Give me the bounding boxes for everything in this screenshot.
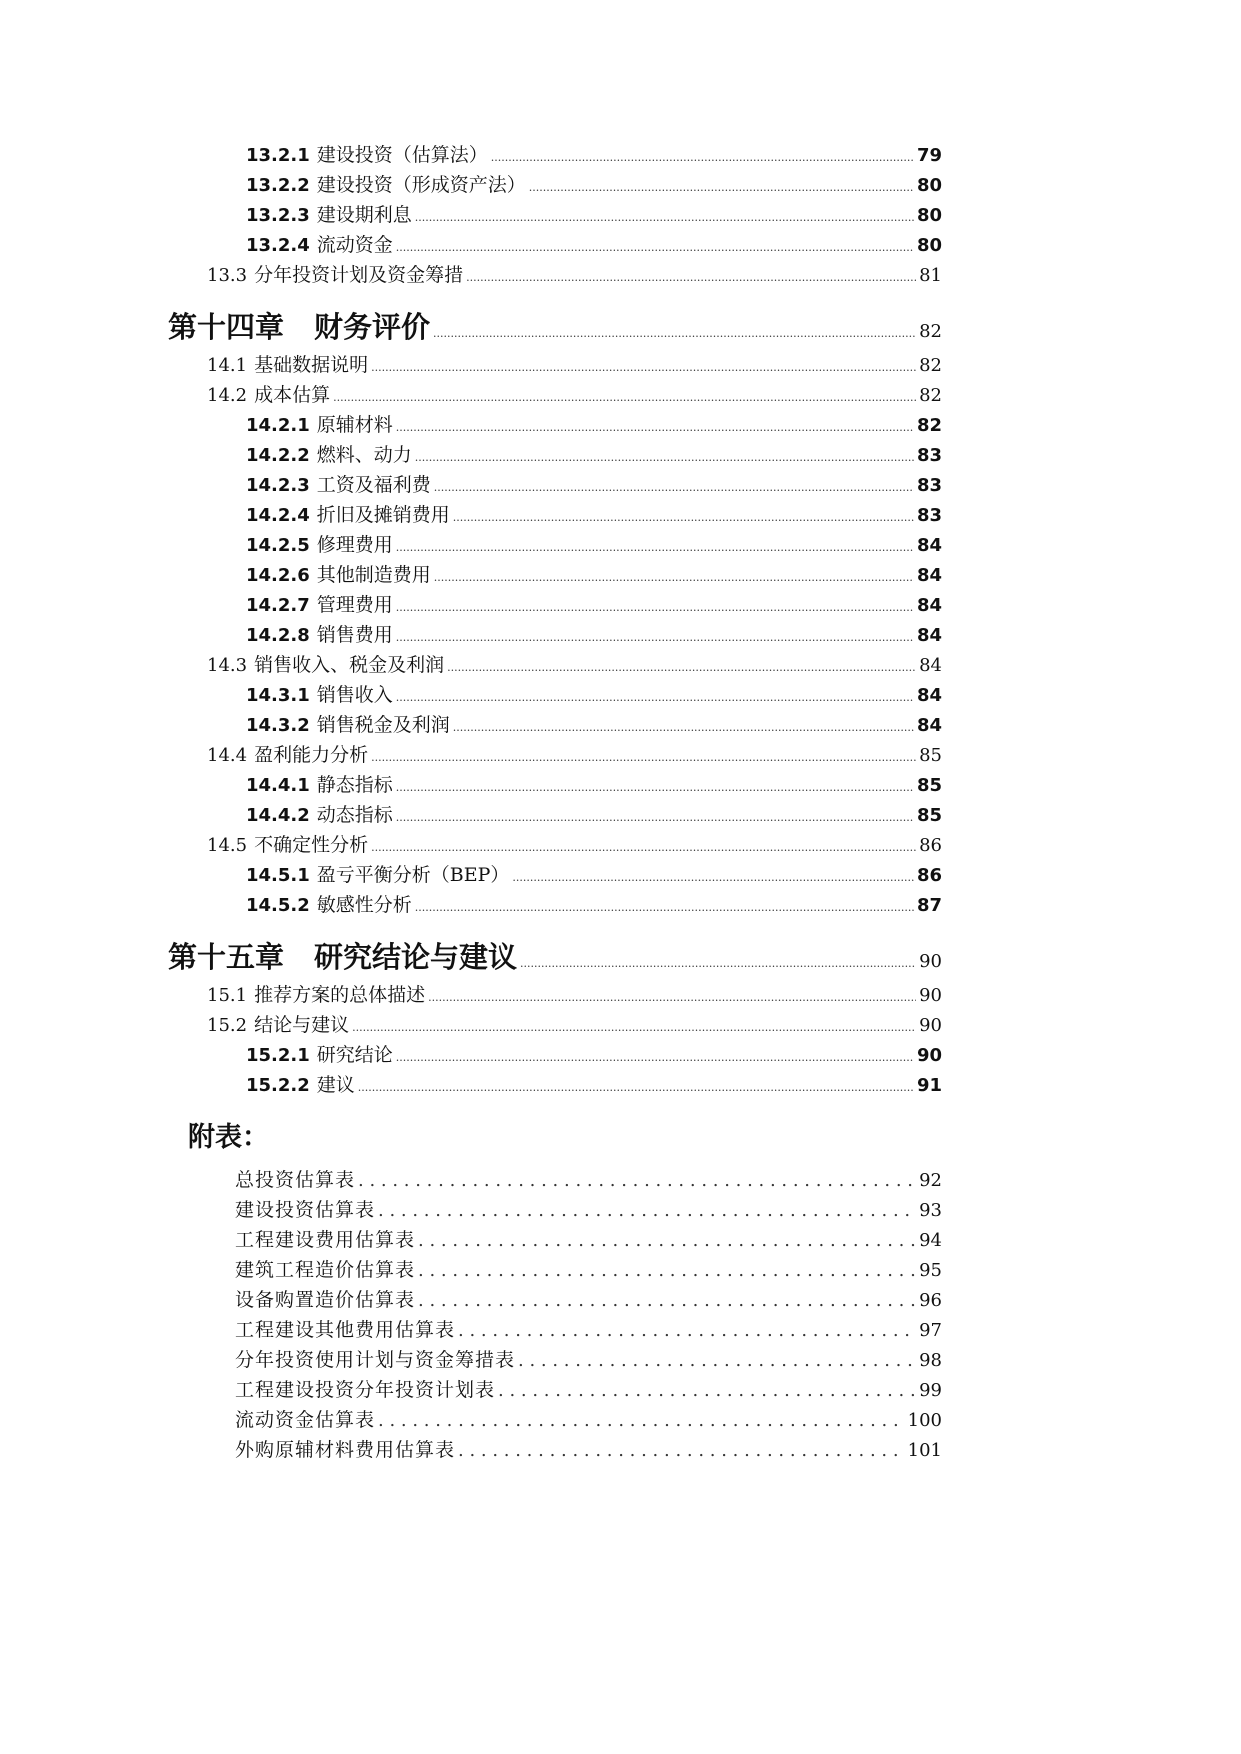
appendix-title: 设备购置造价估算表 (235, 1289, 416, 1311)
page-number: 87 (916, 895, 942, 916)
dot-leader (491, 146, 914, 165)
entry-title: 原辅材料 (316, 414, 393, 436)
dot-leader (333, 386, 916, 405)
dot-leader (434, 566, 914, 585)
page-number: 84 (916, 715, 942, 736)
dot-leader (415, 206, 914, 225)
toc-subsection[interactable] (246, 560, 942, 587)
entry-title: 不确定性分析 (254, 834, 369, 856)
dot-leader (396, 536, 914, 555)
entry-title: 研究结论与建议 (314, 940, 518, 974)
dot-leader (371, 356, 916, 375)
dot-leader (512, 866, 914, 885)
dot-leader (371, 836, 916, 855)
dot-leader (396, 1046, 914, 1065)
entry-number: 14.3.2 (246, 715, 310, 736)
page-number: 83 (916, 475, 942, 496)
dot-leader (458, 1440, 905, 1461)
appendix-title: 总投资估算表 (235, 1169, 356, 1191)
dot-leader (453, 506, 914, 525)
entry-number: 14.4.1 (246, 775, 310, 796)
entry-number: 14.4.2 (246, 805, 310, 826)
appendix-item[interactable] (235, 1195, 942, 1222)
page-number: 84 (916, 565, 942, 586)
appendix-title: 工程建设其他费用估算表 (235, 1319, 456, 1341)
page-number: 98 (919, 1350, 942, 1371)
dot-leader (453, 716, 914, 735)
entry-number: 13.2.4 (246, 235, 310, 256)
dot-leader (396, 686, 914, 705)
toc-section[interactable] (207, 1010, 942, 1037)
toc-section[interactable] (207, 380, 942, 407)
toc-subsection[interactable] (246, 800, 942, 827)
dot-leader (418, 1230, 916, 1251)
appendix-title: 建设投资估算表 (235, 1199, 376, 1221)
entry-title: 敏感性分析 (316, 894, 412, 916)
page-number: 90 (919, 951, 942, 972)
entry-number: 13.3 (207, 265, 248, 286)
toc-section[interactable] (207, 740, 942, 767)
entry-title: 销售费用 (316, 624, 393, 646)
page-number: 79 (916, 145, 942, 166)
appendix-item[interactable] (235, 1315, 942, 1342)
page-number: 91 (916, 1075, 942, 1096)
page-number: 83 (916, 445, 942, 466)
entry-title: 财务评价 (314, 310, 431, 344)
page-number: 80 (916, 235, 942, 256)
entry-number: 第十四章 (168, 310, 285, 344)
entry-number: 13.2.1 (246, 145, 310, 166)
dot-leader (378, 1410, 905, 1431)
page-number: 84 (919, 655, 942, 676)
appendix-item[interactable] (235, 1285, 942, 1312)
entry-number: 13.2.2 (246, 175, 310, 196)
dot-leader (418, 1260, 916, 1281)
page-number: 86 (919, 835, 942, 856)
dot-leader (396, 776, 914, 795)
page-number: 90 (916, 1045, 942, 1066)
entry-title: 工资及福利费 (316, 474, 431, 496)
page-number: 90 (919, 985, 942, 1006)
entry-title: 销售收入、税金及利润 (254, 654, 445, 676)
entry-title: 盈利能力分析 (254, 744, 369, 766)
dot-leader (434, 476, 914, 495)
dot-leader (418, 1290, 916, 1311)
page-number: 80 (916, 175, 942, 196)
page-number: 95 (919, 1260, 942, 1281)
entry-title: 燃料、动力 (316, 444, 412, 466)
entry-title: 管理费用 (316, 594, 393, 616)
entry-number: 14.2.5 (246, 535, 310, 556)
page-number: 101 (907, 1440, 942, 1461)
toc-subsection[interactable] (246, 530, 942, 557)
toc-section[interactable] (207, 650, 942, 677)
toc-subsection[interactable] (246, 680, 942, 707)
dot-leader (458, 1320, 916, 1341)
toc-subsection[interactable] (246, 590, 942, 617)
page-number: 80 (916, 205, 942, 226)
entry-title: 基础数据说明 (254, 354, 369, 376)
page-number: 84 (916, 625, 942, 646)
entry-number: 14.2.8 (246, 625, 310, 646)
entry-number: 14.5.2 (246, 895, 310, 916)
page-number: 100 (907, 1410, 942, 1431)
entry-number: 15.2.1 (246, 1045, 310, 1066)
toc-subsection[interactable] (246, 140, 942, 167)
entry-number: 15.2 (207, 1015, 248, 1036)
dot-leader (498, 1380, 916, 1401)
dot-leader (396, 626, 914, 645)
entry-title: 修理费用 (316, 534, 393, 556)
appendix-item[interactable] (235, 1435, 942, 1462)
page-number: 97 (919, 1320, 942, 1341)
dot-leader (428, 986, 916, 1005)
page-number: 82 (916, 415, 942, 436)
appendix-title: 外购原辅材料费用估算表 (235, 1439, 456, 1461)
entry-number: 15.1 (207, 985, 248, 1006)
appendix-item[interactable] (235, 1255, 942, 1282)
page-number: 93 (919, 1200, 942, 1221)
toc-subsection[interactable] (246, 230, 942, 257)
toc-subsection[interactable] (246, 200, 942, 227)
page-number: 82 (919, 385, 942, 406)
toc-subsection[interactable] (246, 440, 942, 467)
appendix-item[interactable] (235, 1405, 942, 1432)
toc-subsection[interactable] (246, 890, 942, 917)
page-number: 82 (919, 321, 942, 342)
toc-subsection[interactable] (246, 710, 942, 737)
dot-leader (396, 596, 914, 615)
entry-title: 成本估算 (254, 384, 331, 406)
page-number: 84 (916, 685, 942, 706)
entry-title: 折旧及摊销费用 (316, 504, 450, 526)
entry-title: 流动资金 (316, 234, 393, 256)
toc-subsection[interactable] (246, 170, 942, 197)
appendix-title: 工程建设投资分年投资计划表 (235, 1379, 496, 1401)
page-number: 84 (916, 535, 942, 556)
entry-number: 14.3.1 (246, 685, 310, 706)
page-number: 83 (916, 505, 942, 526)
entry-number: 14.4 (207, 745, 248, 766)
dot-leader (358, 1170, 916, 1191)
toc-section[interactable] (207, 260, 942, 287)
page-number: 92 (919, 1170, 942, 1191)
appendix-title: 流动资金估算表 (235, 1409, 376, 1431)
entry-title: 盈亏平衡分析（BEP） (316, 864, 510, 886)
entry-title: 建设期利息 (316, 204, 412, 226)
toc-chapter[interactable] (168, 935, 942, 976)
page-number: 85 (919, 745, 942, 766)
entry-title: 建议 (316, 1074, 355, 1096)
entry-number: 15.2.2 (246, 1075, 310, 1096)
entry-title: 静态指标 (316, 774, 393, 796)
dot-leader (358, 1076, 914, 1095)
entry-title: 建设投资（形成资产法） (316, 174, 526, 196)
page-number: 86 (916, 865, 942, 886)
entry-title: 分年投资计划及资金筹措 (254, 264, 464, 286)
dot-leader (396, 416, 914, 435)
entry-title: 结论与建议 (254, 1014, 350, 1036)
toc-subsection[interactable] (246, 770, 942, 797)
entry-title: 销售税金及利润 (316, 714, 450, 736)
appendix-item[interactable] (235, 1225, 942, 1252)
appendix-title: 工程建设费用估算表 (235, 1229, 416, 1251)
entry-number: 14.3 (207, 655, 248, 676)
toc-section[interactable] (207, 980, 942, 1007)
dot-leader (529, 176, 914, 195)
entry-number: 14.2.4 (246, 505, 310, 526)
appendix-title: 分年投资使用计划与资金筹措表 (235, 1349, 516, 1371)
page-number: 81 (919, 265, 942, 286)
entry-number: 14.2.2 (246, 445, 310, 466)
toc-subsection[interactable] (246, 500, 942, 527)
dot-leader (378, 1200, 916, 1221)
dot-leader (415, 896, 914, 915)
appendix-item[interactable] (235, 1345, 942, 1372)
dot-leader (352, 1016, 916, 1035)
toc-subsection[interactable] (246, 1070, 942, 1097)
entry-number: 第十五章 (168, 940, 285, 974)
dot-leader (466, 266, 916, 285)
appendix-item[interactable] (235, 1165, 942, 1192)
dot-leader (415, 446, 914, 465)
toc-subsection[interactable] (246, 1040, 942, 1067)
entry-number: 14.5.1 (246, 865, 310, 886)
toc-chapter[interactable] (168, 305, 942, 346)
page-number: 90 (919, 1015, 942, 1036)
entry-number: 14.2.1 (246, 415, 310, 436)
toc-subsection[interactable] (246, 410, 942, 437)
entry-title: 动态指标 (316, 804, 393, 826)
entry-number: 14.2 (207, 385, 248, 406)
entry-number: 14.2.6 (246, 565, 310, 586)
entry-title: 推荐方案的总体描述 (254, 984, 426, 1006)
toc-section[interactable] (207, 830, 942, 857)
dot-leader (396, 236, 914, 255)
page-number: 85 (916, 805, 942, 826)
dot-leader (371, 746, 916, 765)
toc-subsection[interactable] (246, 470, 942, 497)
appendix-item[interactable] (235, 1375, 942, 1402)
dot-leader (396, 806, 914, 825)
page-number: 94 (919, 1230, 942, 1251)
dot-leader (518, 1350, 916, 1371)
entry-title: 建设投资（估算法） (316, 144, 488, 166)
dot-leader (447, 656, 916, 675)
dot-leader (433, 322, 916, 341)
page-number: 96 (919, 1290, 942, 1311)
entry-title: 销售收入 (316, 684, 393, 706)
entry-title: 研究结论 (316, 1044, 393, 1066)
entry-number: 14.2.7 (246, 595, 310, 616)
entry-number: 14.1 (207, 355, 248, 376)
toc-subsection[interactable] (246, 620, 942, 647)
dot-leader (520, 952, 916, 971)
page-number: 82 (919, 355, 942, 376)
entry-title: 其他制造费用 (316, 564, 431, 586)
entry-number: 14.2.3 (246, 475, 310, 496)
toc-subsection[interactable] (246, 860, 942, 887)
entry-number: 13.2.3 (246, 205, 310, 226)
appendix-heading: 附表： (188, 1122, 269, 1153)
entry-number: 14.5 (207, 835, 248, 856)
page-number: 99 (919, 1380, 942, 1401)
page-number: 84 (916, 595, 942, 616)
appendix-title: 建筑工程造价估算表 (235, 1259, 416, 1281)
toc-section[interactable] (207, 350, 942, 377)
page-number: 85 (916, 775, 942, 796)
